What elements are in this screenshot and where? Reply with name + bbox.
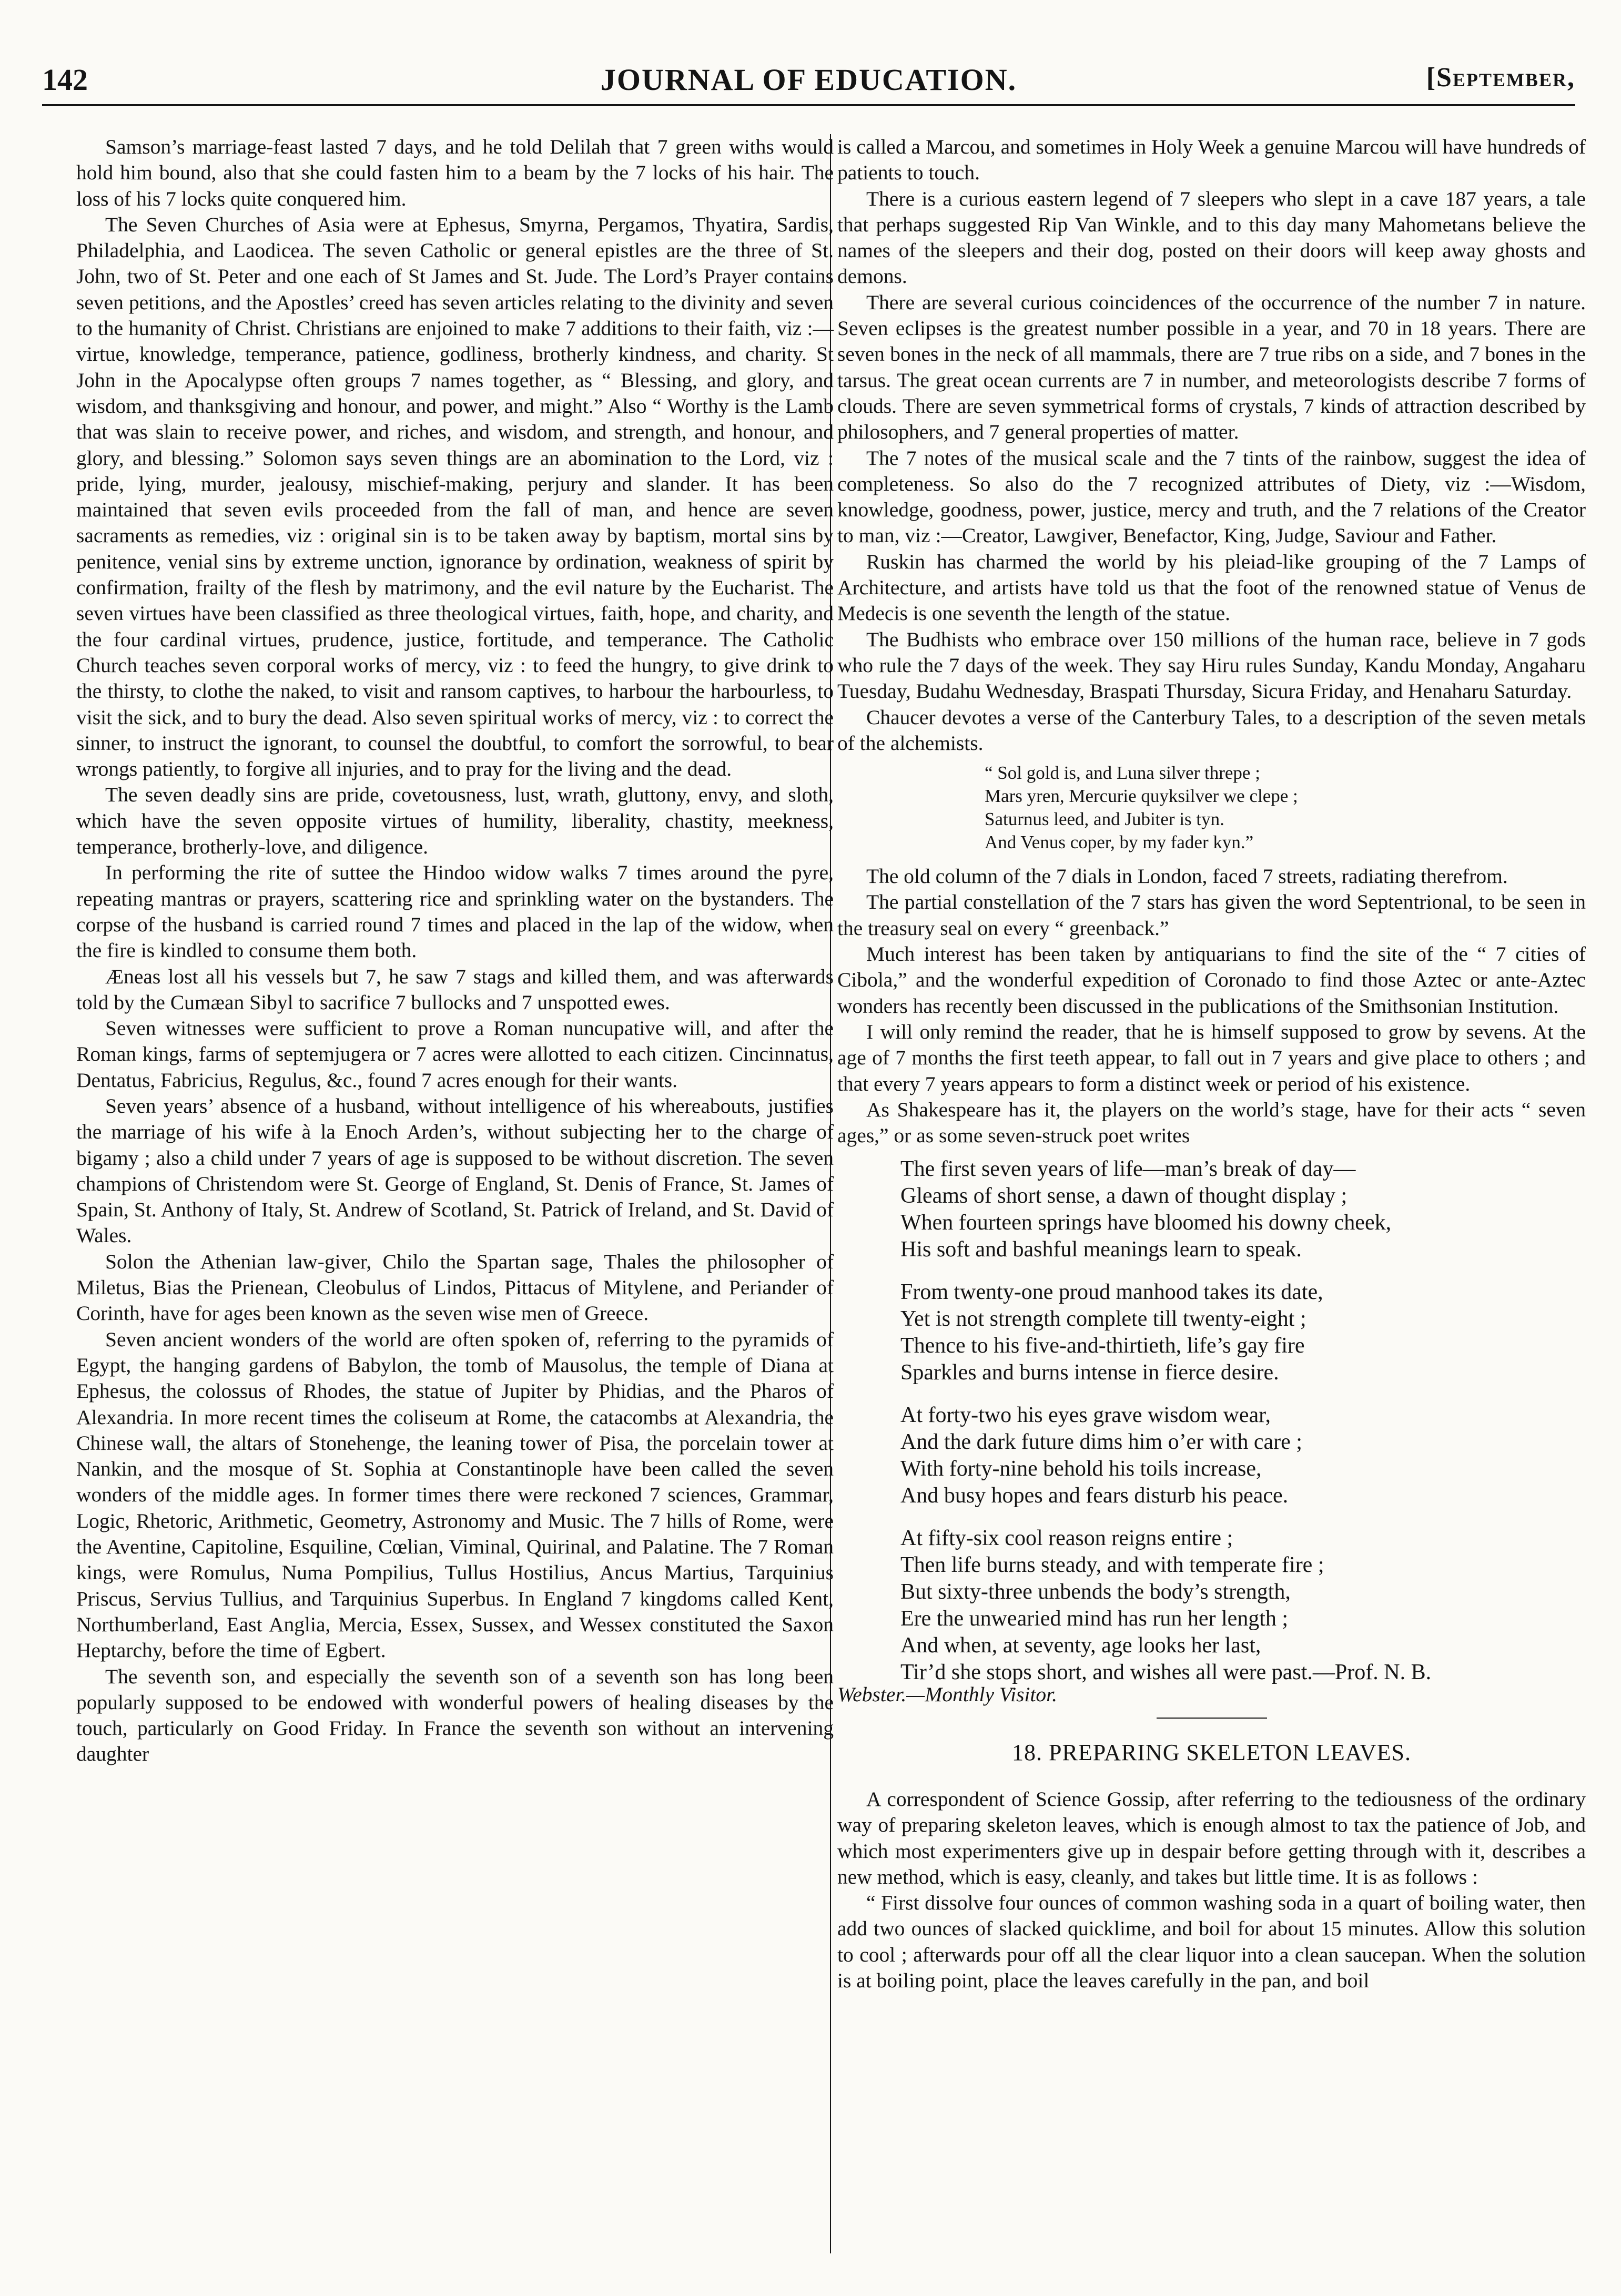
- chaucer-quote: [985, 761, 1586, 854]
- quote-line: Mars yren, Mercurie quyksilver we clepe ;: [985, 786, 1298, 807]
- poem-line: With forty-nine behold his toils increase,: [900, 1457, 1262, 1481]
- paragraph-wise-men: Solon the Athenian law-giver, Chilo the Spartan sage, Thales the philosopher of Miletus, Bias the Prienean, Cleobulus of Lindos, Pittacus of Mitylene, and Periander of Corinth, have for ages been known as the seven wise men of Greece.: [76, 1249, 834, 1325]
- poem-line: From twenty-one proud manhood takes its date,: [900, 1280, 1323, 1305]
- poem-line: At forty-two his eyes grave wisdom wear,: [900, 1403, 1271, 1428]
- poem-line: Ere the unwearied mind has run her length ;: [900, 1607, 1289, 1631]
- paragraph-marcou: is called a Marcou, and sometimes in Holy Week a genuine Marcou will have hundreds of patients to touch.: [837, 135, 1586, 185]
- seven-ages-poem: [900, 1156, 1586, 1686]
- left-column: [76, 134, 834, 1767]
- paragraph-churches: The Seven Churches of Asia were at Ephesus, Smyrna, Pergamos, Thyatira, Sardis, Philadelphia, and Laodicea. The seven Catholic or general epistles are the three of St. John, two of St. Peter and one each of St James and St. Jude. The Lord’s Prayer contains seven petitions, and the Apostles’ creed has seven articles relating to the divinity and seven to the humanity of Christ. Christians are enjoined to make 7 additions to their faith, viz :—virtue, knowledge, temperance, patience, godliness, brotherly kindness, and charity. St John in the Apocalypse often groups 7 names together, as “ Blessing, and glory, and wisdom, and thanksgiving and honour, and power, and might.” Also “ Worthy is the Lamb that was slain to receive power, and riches, and wisdom, and strength, and honour, and glory, and blessing.” Solomon says seven things are an abomination to the Lord, viz : pride, lying, murder, jealousy, mischief-making, perjury and slander. It has been maintained that seven evils proceeded from the fall of man, and hence are seven sacraments as remedies, viz : original sin is to be taken away by baptism, mortal sins by penitence, venial sins by extreme unction, ignorance by ordination, weakness of spirit by confirmation, frailty of the flesh by matrimony, and the evil nature by the Eucharist. The seven virtues have been classified as three theological virtues, faith, hope, and charity, and the four cardinal virtues, prudence, justice, fortitude, and temperance. The Catholic Church teaches seven corporal works of mercy, viz : to feed the hungry, to give drink to the thirsty, to clothe the naked, to visit and ransom captives, to harbour the harbourless, to visit the sick, and to bury the dead. Also seven spiritual works of mercy, viz : to correct the sinner, to instruct the ignorant, to counsel the doubtful, to comfort the sorrowful, to bear wrongs patiently, to forgive all injuries, and to pray for the living and the dead.: [76, 212, 834, 781]
- page-header: [42, 62, 1575, 106]
- poem-stanza: [900, 1402, 1586, 1509]
- paragraph-budhists: The Budhists who embrace over 150 millions of the human race, believe in 7 gods who rule the 7 days of the week. They say Hiru rules Sunday, Kandu Monday, Angaharu Tuesday, Budahu Wednesday, Braspati Thursday, Sicura Friday, and Henaharu Saturday.: [837, 627, 1586, 703]
- quote-line: “ Sol gold is, and Luna silver threpe ;: [985, 763, 1260, 784]
- paragraph-ruskin: Ruskin has charmed the world by his pleiad-like grouping of the 7 Lamps of Architecture, and artists have told us that the foot of the renowned statue of Venus de Medecis is one seventh the length of the statue.: [837, 550, 1586, 625]
- quote-line: Saturnus leed, and Jubiter is tyn.: [985, 809, 1224, 830]
- poem-line: And when, at seventy, age looks her last,: [900, 1633, 1261, 1658]
- poem-line: Sparkles and burns intense in fierce desire.: [900, 1360, 1279, 1385]
- paragraph-aeneas: Æneas lost all his vessels but 7, he saw 7 stags and killed them, and was afterwards told by the Cumæan Sibyl to sacrifice 7 bullocks and 7 unspotted ewes.: [76, 964, 834, 1014]
- poem-line: Then life burns steady, and with temperate fire ;: [900, 1553, 1324, 1578]
- paragraph-shakespeare: As Shakespeare has it, the players on the world’s stage, have for their acts “ seven ages,” or as some seven-struck poet writes: [837, 1098, 1586, 1147]
- paragraph-seven-years: Seven years’ absence of a husband, without intelligence of his whereabouts, justifies the marriage of his wife à la Enoch Arden’s, without subjecting her to the charge of bigamy ; also a child under 7 years of age is supposed to be without discretion. The seven champions of Christendom were St. George of England, St. Denis of France, St. James of Spain, St. Anthony of Italy, St. Andrew of Scotland, St. Patrick of Ireland, and St. David of Wales.: [76, 1094, 834, 1247]
- poem-line: Thence to his five-and-thirtieth, life’s gay fire: [900, 1334, 1305, 1358]
- poem-line: And busy hopes and fears disturb his peace.: [900, 1484, 1289, 1508]
- journal-title: JOURNAL OF EDUCATION.: [600, 63, 1017, 97]
- section-title: 18. PREPARING SKELETON LEAVES.: [1012, 1739, 1411, 1765]
- paragraph-method: “ First dissolve four ounces of common washing soda in a quart of boiling water, then add two ounces of slacked quicklime, and boil for about 15 minutes. Allow this solution to cool ; afterwards pour off all the clear liquor into a clean saucepan. When the solution is at boiling point, place the leaves carefully in the pan, and boil: [837, 1891, 1586, 1993]
- paragraph-samson: Samson’s marriage-feast lasted 7 days, and he told Delilah that 7 green withs would hold him bound, also that she could fasten him to a beam by the 7 locks of his hair. The loss of his 7 locks quite conquered him.: [76, 135, 834, 210]
- poem-stanza: [900, 1279, 1586, 1386]
- poem-line: And the dark future dims him o’er with care ;: [900, 1430, 1302, 1455]
- paragraph-completeness: The 7 notes of the musical scale and the 7 tints of the rainbow, suggest the idea of completeness. So also do the 7 recognized attributes of Diety, viz :—Wisdom, knowledge, goodness, power, justice, mercy and truth, and the 7 relations of the Creator to man, viz :—Creator, Lawgiver, Benefactor, King, Judge, Saviour and Father.: [837, 446, 1586, 547]
- page-number: 142: [42, 63, 88, 97]
- paragraph-cibola: Much interest has been taken by antiquarians to find the site of the “ 7 cities of Cibola,” and the wonderful expedition of Coronado to find those Aztec or ante-Aztec wonders has recently been discussed in the publications of the Smithsonian Institution.: [837, 942, 1586, 1018]
- paragraph-constellation: The partial constellation of the 7 stars has given the word Septentrional, to be seen in the treasury seal on every “ greenback.”: [837, 890, 1586, 940]
- poem-line: Yet is not strength complete till twenty-eight ;: [900, 1307, 1306, 1332]
- poem-line: When fourteen springs have bloomed his downy cheek,: [900, 1211, 1392, 1235]
- section-separator: [1157, 1718, 1267, 1719]
- paragraph-wonders: Seven ancient wonders of the world are often spoken of, referring to the pyramids of Egypt, the hanging gardens of Babylon, the tomb of Mausolus, the temple of Diana at Ephesus, the colossus of Rhodes, the statue of Jupiter by Phidias, and the Pharos of Alexandria. In more recent times the coliseum at Rome, the catacombs at Alexandria, the Chinese wall, the altars of Stonehenge, the leaning tower of Pisa, the porcelain tower at Nankin, and the mosque of St. Sophia at Constantinople have been called the seven wonders of the middle ages. In former times there were reckoned 7 sciences, Grammar, Logic, Rhetoric, Arithmetic, Geometry, Astronomy and Music. The 7 hills of Rome, were the Aventine, Capitoline, Esquiline, Cœlian, Viminal, Quirinal, and Palatine. The 7 Roman kings, were Romulus, Numa Pompilius, Tullus Hostilius, Ancus Martius, Tarquinius Priscus, Servius Tullius, and Tarquinius Superbus. In England 7 kingdoms called Kent, Northumberland, East Anglia, Mercia, Essex, Sussex, and Wessex constituted the Saxon Heptarchy, before the time of Egbert.: [76, 1327, 834, 1662]
- paragraph-sleepers: There is a curious eastern legend of 7 sleepers who slept in a cave 187 years, a tale that perhaps suggested Rip Van Winkle, and to this day many Mahometans believe the names of the sleepers and their dog, posted on their doors will keep away ghosts and demons.: [837, 187, 1586, 288]
- paragraph-suttee: In performing the rite of suttee the Hindoo widow walks 7 times around the pyre, repeating mantras or prayers, scattering rice and sprinkling water on the bystanders. The corpse of the husband is carried round 7 times and placed in the lap of the widow, when the fire is kindled to consume them both.: [76, 861, 834, 962]
- paragraph-roman-will: Seven witnesses were sufficient to prove a Roman nuncupative will, and after the Roman kings, farms of septemjugera or 7 acres were allotted to each citizen. Cincinnatus, Dentatus, Fabricius, Regulus, &c., found 7 acres enough for their wants.: [76, 1017, 834, 1092]
- right-column: [837, 134, 1586, 1994]
- poem-line: The first seven years of life—man’s break of day—: [900, 1157, 1356, 1182]
- poem-credit: Webster.—Monthly Visitor.: [837, 1683, 1058, 1706]
- paragraph-sevens: I will only remind the reader, that he is himself supposed to grow by sevens. At the age of 7 months the first teeth appear, to fall out in 7 years and give place to others ; and that every 7 years appears to form a distinct week or period of his existence.: [837, 1020, 1586, 1095]
- paragraph-chaucer: Chaucer devotes a verse of the Canterbury Tales, to a description of the seven metals of the alchemists.: [837, 705, 1586, 755]
- poem-line: His soft and bashful meanings learn to speak.: [900, 1237, 1302, 1262]
- paragraph-dials: The old column of the 7 dials in London, faced 7 streets, radiating therefrom.: [866, 865, 1508, 888]
- header-month: [September,: [1426, 63, 1575, 93]
- poem-line: Gleams of short sense, a dawn of thought display ;: [900, 1184, 1348, 1208]
- poem-stanza: [900, 1525, 1586, 1686]
- quote-line: And Venus coper, by my fader kyn.”: [985, 832, 1254, 853]
- poem-line: But sixty-three unbends the body’s strength,: [900, 1580, 1291, 1604]
- paragraph-seventh-son: The seventh son, and especially the seventh son of a seventh son has long been popularly supposed to be endowed with wonderful powers of healing diseases by the touch, particularly on Good Friday. In France the seventh son without an intervening daughter: [76, 1664, 834, 1766]
- poem-stanza: [900, 1156, 1586, 1263]
- paragraph-nature: There are several curious coincidences of the occurrence of the number 7 in nature. Seven eclipses is the greatest number possible in a year, and 70 in 18 years. There are seven bones in the neck of all mammals, there are 7 true ribs on a side, and 7 bones in the tarsus. The great ocean currents are 7 in number, and meteorologists describe 7 forms of clouds. There are seven symmetrical forms of crystals, 7 kinds of attraction described by philosophers, and 7 general properties of matter.: [837, 290, 1586, 444]
- paragraph-deadly-sins: The seven deadly sins are pride, covetousness, lust, wrath, gluttony, envy, and sloth, which have the seven opposite virtues of humility, liberality, chastity, meekness, temperance, brotherly-love, and diligence.: [76, 783, 834, 859]
- paragraph-skeleton-leaves: A correspondent of Science Gossip, after referring to the tediousness of the ordinary way of preparing skeleton leaves, which is enough almost to tax the patience of Job, and which most experimenters give up in despair before getting through with it, describes a new method, which is easy, cleanly, and takes but little time. It is as follows :: [837, 1787, 1586, 1888]
- poem-line: Tir’d she stops short, and wishes all were past.—Prof. N. B.: [900, 1660, 1432, 1685]
- poem-line: At fifty-six cool reason reigns entire ;: [900, 1526, 1233, 1551]
